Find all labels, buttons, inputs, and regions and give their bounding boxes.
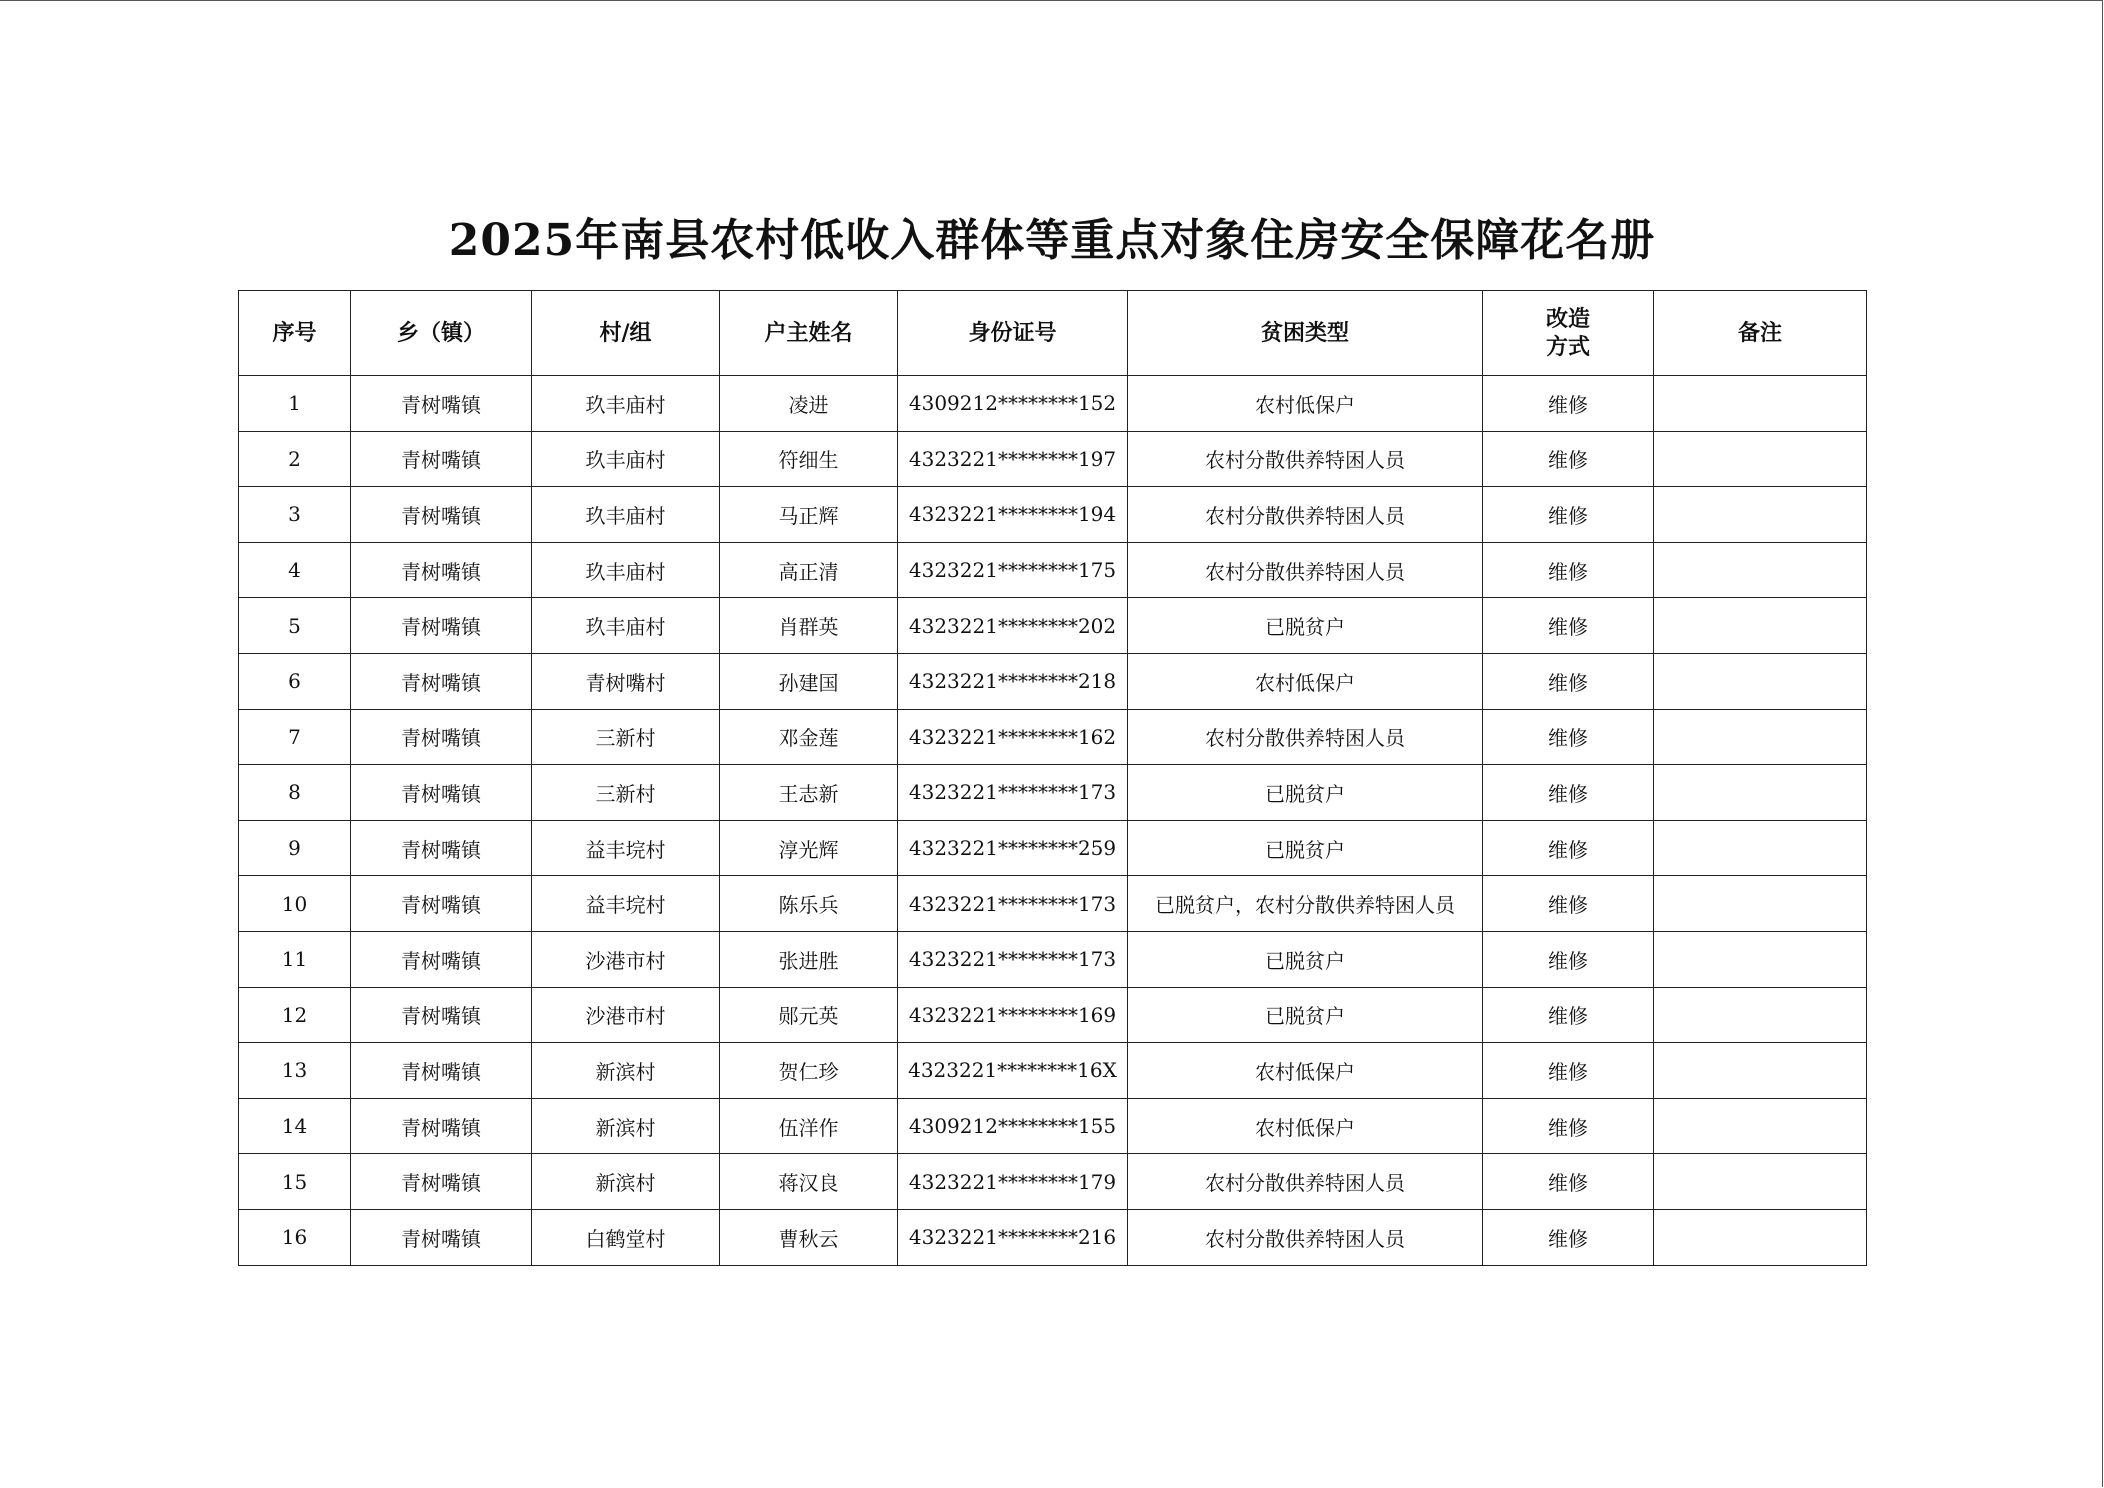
- cell-village: 玖丰庙村: [532, 542, 720, 598]
- cell-renovation-method: 维修: [1483, 376, 1654, 432]
- header-row: [239, 291, 1867, 376]
- cell-head-name: 王志新: [720, 765, 898, 821]
- cell-renovation-method: 维修: [1483, 931, 1654, 987]
- cell-seq: 7: [239, 709, 351, 765]
- cell-poverty-type: 农村分散供养特困人员: [1128, 1154, 1483, 1210]
- cell-village: 玖丰庙村: [532, 431, 720, 487]
- cell-head-name: 淳光辉: [720, 820, 898, 876]
- cell-seq: 13: [239, 1043, 351, 1099]
- cell-village: 三新村: [532, 765, 720, 821]
- header-township: 乡（镇）: [351, 291, 532, 376]
- cell-renovation-method: 维修: [1483, 1154, 1654, 1210]
- cell-seq: 10: [239, 876, 351, 932]
- cell-id-number: 4323221********175: [898, 542, 1128, 598]
- cell-head-name: 曹秋云: [720, 1209, 898, 1265]
- cell-village: 新滨村: [532, 1098, 720, 1154]
- cell-township: 青树嘴镇: [351, 1043, 532, 1099]
- cell-remarks: [1654, 1154, 1867, 1210]
- cell-seq: 8: [239, 765, 351, 821]
- cell-renovation-method: 维修: [1483, 598, 1654, 654]
- cell-id-number: 4323221********202: [898, 598, 1128, 654]
- table-row: [239, 876, 1867, 932]
- cell-poverty-type: 农村分散供养特困人员: [1128, 1209, 1483, 1265]
- cell-head-name: 高正清: [720, 542, 898, 598]
- cell-head-name: 陈乐兵: [720, 876, 898, 932]
- cell-seq: 1: [239, 376, 351, 432]
- cell-seq: 16: [239, 1209, 351, 1265]
- cell-id-number: 4323221********173: [898, 931, 1128, 987]
- table-row: [239, 376, 1867, 432]
- cell-seq: 5: [239, 598, 351, 654]
- cell-seq: 15: [239, 1154, 351, 1210]
- cell-remarks: [1654, 931, 1867, 987]
- cell-township: 青树嘴镇: [351, 1098, 532, 1154]
- cell-id-number: 4323221********259: [898, 820, 1128, 876]
- table-row: [239, 1209, 1867, 1265]
- cell-id-number: 4323221********218: [898, 653, 1128, 709]
- cell-seq: 14: [239, 1098, 351, 1154]
- cell-township: 青树嘴镇: [351, 598, 532, 654]
- cell-id-number: 4323221********169: [898, 987, 1128, 1043]
- cell-renovation-method: 维修: [1483, 542, 1654, 598]
- header-village: 村/组: [532, 291, 720, 376]
- table-row: [239, 987, 1867, 1043]
- cell-village: 玖丰庙村: [532, 376, 720, 432]
- table-row: [239, 1154, 1867, 1210]
- cell-township: 青树嘴镇: [351, 987, 532, 1043]
- cell-township: 青树嘴镇: [351, 709, 532, 765]
- table-row: [239, 487, 1867, 543]
- cell-poverty-type: 农村低保户: [1128, 1043, 1483, 1099]
- cell-renovation-method: 维修: [1483, 709, 1654, 765]
- cell-renovation-method: 维修: [1483, 876, 1654, 932]
- cell-id-number: 4309212********152: [898, 376, 1128, 432]
- cell-remarks: [1654, 598, 1867, 654]
- cell-remarks: [1654, 1209, 1867, 1265]
- table-header: [239, 291, 1867, 376]
- cell-head-name: 孙建国: [720, 653, 898, 709]
- table-row: [239, 709, 1867, 765]
- table-body: [239, 376, 1867, 1266]
- table-row: [239, 765, 1867, 821]
- cell-village: 白鹤堂村: [532, 1209, 720, 1265]
- cell-remarks: [1654, 709, 1867, 765]
- cell-remarks: [1654, 431, 1867, 487]
- cell-poverty-type: 农村分散供养特困人员: [1128, 542, 1483, 598]
- cell-remarks: [1654, 542, 1867, 598]
- cell-id-number: 4323221********194: [898, 487, 1128, 543]
- cell-poverty-type: 农村分散供养特困人员: [1128, 709, 1483, 765]
- cell-poverty-type: 农村低保户: [1128, 653, 1483, 709]
- header-poverty-type: 贫困类型: [1128, 291, 1483, 376]
- header-seq: 序号: [239, 291, 351, 376]
- table-row: [239, 542, 1867, 598]
- cell-village: 益丰垸村: [532, 820, 720, 876]
- table-row: [239, 1098, 1867, 1154]
- cell-poverty-type: 已脱贫户: [1128, 987, 1483, 1043]
- cell-renovation-method: 维修: [1483, 431, 1654, 487]
- cell-poverty-type: 已脱贫户: [1128, 598, 1483, 654]
- cell-poverty-type: 已脱贫户，农村分散供养特困人员: [1128, 876, 1483, 932]
- cell-remarks: [1654, 765, 1867, 821]
- cell-head-name: 伍洋作: [720, 1098, 898, 1154]
- cell-renovation-method: 维修: [1483, 1098, 1654, 1154]
- header-renovation-method: [1483, 291, 1654, 376]
- cell-township: 青树嘴镇: [351, 1154, 532, 1210]
- cell-head-name: 马正辉: [720, 487, 898, 543]
- cell-head-name: 蒋汉良: [720, 1154, 898, 1210]
- cell-village: 新滨村: [532, 1043, 720, 1099]
- cell-village: 沙港市村: [532, 931, 720, 987]
- cell-id-number: 4323221********16X: [898, 1043, 1128, 1099]
- cell-head-name: 符细生: [720, 431, 898, 487]
- cell-remarks: [1654, 653, 1867, 709]
- cell-township: 青树嘴镇: [351, 765, 532, 821]
- header-renovation-line2: 方式: [1545, 334, 1590, 360]
- cell-renovation-method: 维修: [1483, 487, 1654, 543]
- cell-remarks: [1654, 987, 1867, 1043]
- cell-township: 青树嘴镇: [351, 542, 532, 598]
- cell-head-name: 邓金莲: [720, 709, 898, 765]
- cell-seq: 4: [239, 542, 351, 598]
- cell-remarks: [1654, 487, 1867, 543]
- cell-remarks: [1654, 876, 1867, 932]
- cell-head-name: 贺仁珍: [720, 1043, 898, 1099]
- cell-township: 青树嘴镇: [351, 931, 532, 987]
- cell-village: 玖丰庙村: [532, 487, 720, 543]
- cell-village: 玖丰庙村: [532, 598, 720, 654]
- cell-head-name: 张进胜: [720, 931, 898, 987]
- cell-head-name: 凌进: [720, 376, 898, 432]
- table-row: [239, 431, 1867, 487]
- cell-head-name: 肖群英: [720, 598, 898, 654]
- cell-renovation-method: 维修: [1483, 1043, 1654, 1099]
- cell-poverty-type: 农村低保户: [1128, 1098, 1483, 1154]
- document-title: 2025年南县农村低收入群体等重点对象住房安全保障花名册: [448, 215, 1656, 266]
- cell-township: 青树嘴镇: [351, 431, 532, 487]
- cell-poverty-type: 已脱贫户: [1128, 931, 1483, 987]
- cell-renovation-method: 维修: [1483, 987, 1654, 1043]
- cell-renovation-method: 维修: [1483, 765, 1654, 821]
- cell-head-name: 郧元英: [720, 987, 898, 1043]
- table-row: [239, 931, 1867, 987]
- cell-township: 青树嘴镇: [351, 876, 532, 932]
- table-row: [239, 653, 1867, 709]
- cell-id-number: 4323221********162: [898, 709, 1128, 765]
- cell-township: 青树嘴镇: [351, 820, 532, 876]
- header-head-name: 户主姓名: [720, 291, 898, 376]
- cell-seq: 9: [239, 820, 351, 876]
- cell-id-number: 4323221********173: [898, 765, 1128, 821]
- cell-id-number: 4323221********216: [898, 1209, 1128, 1265]
- cell-village: 青树嘴村: [532, 653, 720, 709]
- cell-seq: 11: [239, 931, 351, 987]
- cell-renovation-method: 维修: [1483, 820, 1654, 876]
- cell-seq: 12: [239, 987, 351, 1043]
- cell-id-number: 4323221********179: [898, 1154, 1128, 1210]
- cell-seq: 3: [239, 487, 351, 543]
- housing-roster-table: [238, 290, 1867, 1266]
- cell-id-number: 4323221********173: [898, 876, 1128, 932]
- cell-poverty-type: 已脱贫户: [1128, 820, 1483, 876]
- cell-id-number: 4323221********197: [898, 431, 1128, 487]
- cell-remarks: [1654, 1043, 1867, 1099]
- cell-poverty-type: 农村分散供养特困人员: [1128, 487, 1483, 543]
- cell-remarks: [1654, 1098, 1867, 1154]
- cell-poverty-type: 农村低保户: [1128, 376, 1483, 432]
- cell-seq: 2: [239, 431, 351, 487]
- cell-id-number: 4309212********155: [898, 1098, 1128, 1154]
- header-id-number: 身份证号: [898, 291, 1128, 376]
- cell-remarks: [1654, 820, 1867, 876]
- cell-village: 益丰垸村: [532, 876, 720, 932]
- cell-village: 三新村: [532, 709, 720, 765]
- cell-poverty-type: 农村分散供养特困人员: [1128, 431, 1483, 487]
- header-renovation-line1: 改造: [1545, 306, 1590, 332]
- cell-seq: 6: [239, 653, 351, 709]
- cell-village: 沙港市村: [532, 987, 720, 1043]
- cell-township: 青树嘴镇: [351, 653, 532, 709]
- header-remarks: 备注: [1654, 291, 1867, 376]
- cell-renovation-method: 维修: [1483, 1209, 1654, 1265]
- cell-village: 新滨村: [532, 1154, 720, 1210]
- cell-township: 青树嘴镇: [351, 376, 532, 432]
- cell-renovation-method: 维修: [1483, 653, 1654, 709]
- cell-township: 青树嘴镇: [351, 1209, 532, 1265]
- table-row: [239, 820, 1867, 876]
- cell-remarks: [1654, 376, 1867, 432]
- table-row: [239, 1043, 1867, 1099]
- cell-township: 青树嘴镇: [351, 487, 532, 543]
- table-row: [239, 598, 1867, 654]
- cell-poverty-type: 已脱贫户: [1128, 765, 1483, 821]
